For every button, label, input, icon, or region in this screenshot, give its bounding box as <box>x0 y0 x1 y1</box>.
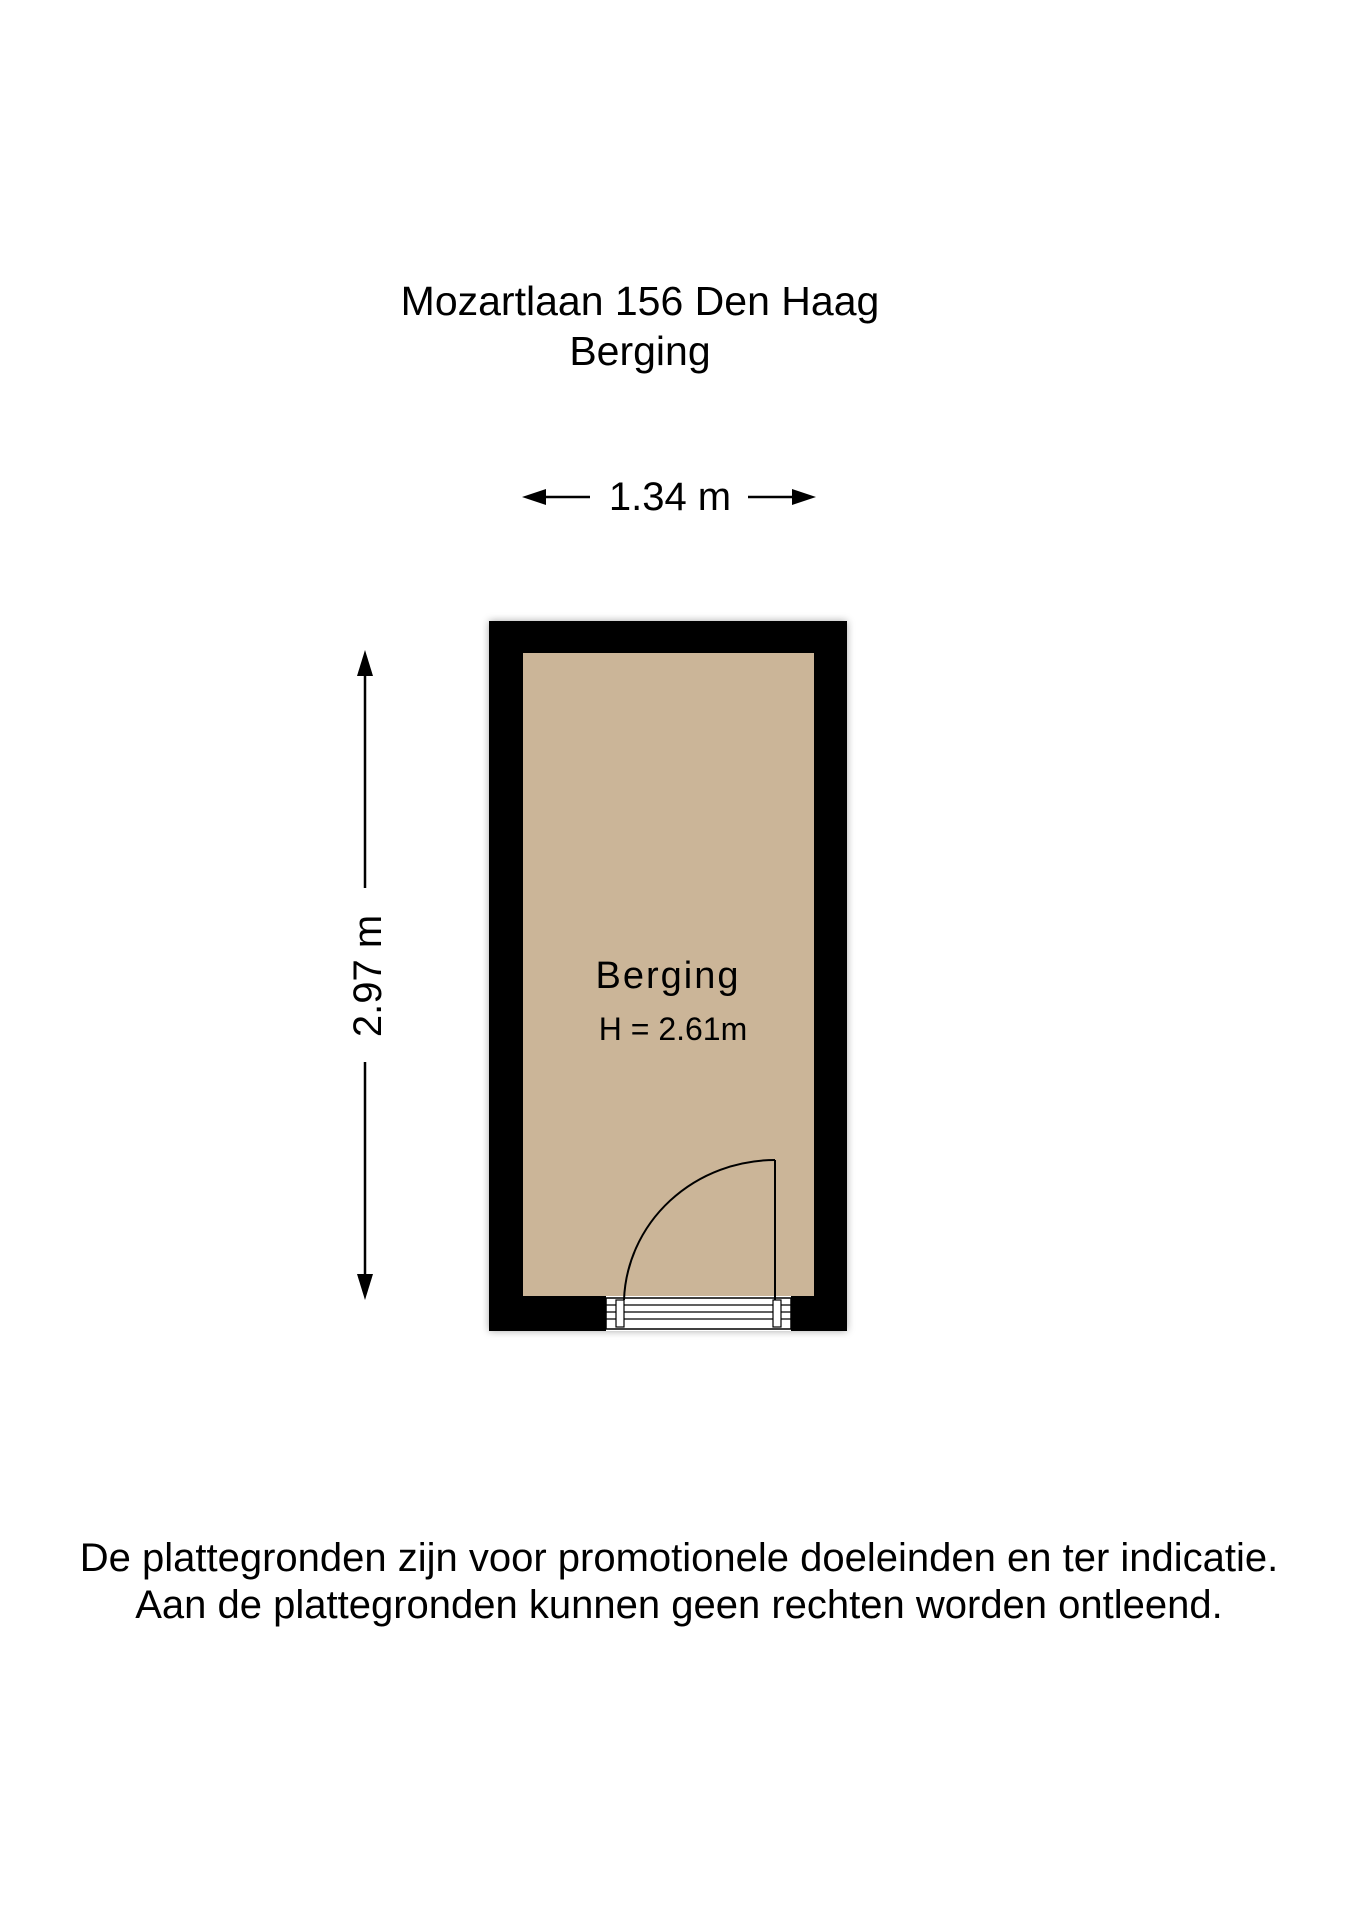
door-jamb-left <box>616 1300 624 1327</box>
depth-dimension <box>346 650 390 1300</box>
room-berging <box>489 621 847 1331</box>
width-dimension <box>522 475 816 519</box>
arrow-down-icon <box>357 1274 373 1300</box>
room-name: Berging <box>595 955 741 997</box>
width-label: 1.34 m <box>608 475 732 519</box>
arrow-up-icon <box>357 650 373 676</box>
arrow-right-icon <box>792 489 816 505</box>
depth-label: 2.97 m <box>346 914 390 1038</box>
room-height: H = 2.61m <box>598 1011 748 1047</box>
address-title: Mozartlaan 156 Den Haag <box>400 278 880 324</box>
door-opening <box>606 1296 791 1331</box>
disclaimer-line-2: Aan de plattegronden kunnen geen rechten worden ontleend. <box>135 1583 1223 1627</box>
door-jamb-right <box>773 1300 781 1327</box>
disclaimer-line-1: De plattegronden zijn voor promotionele doeleinden en ter indicatie. <box>79 1536 1279 1580</box>
floor-title: Berging <box>569 328 711 374</box>
disclaimer <box>0 1535 1358 1629</box>
arrow-left-icon <box>522 489 546 505</box>
